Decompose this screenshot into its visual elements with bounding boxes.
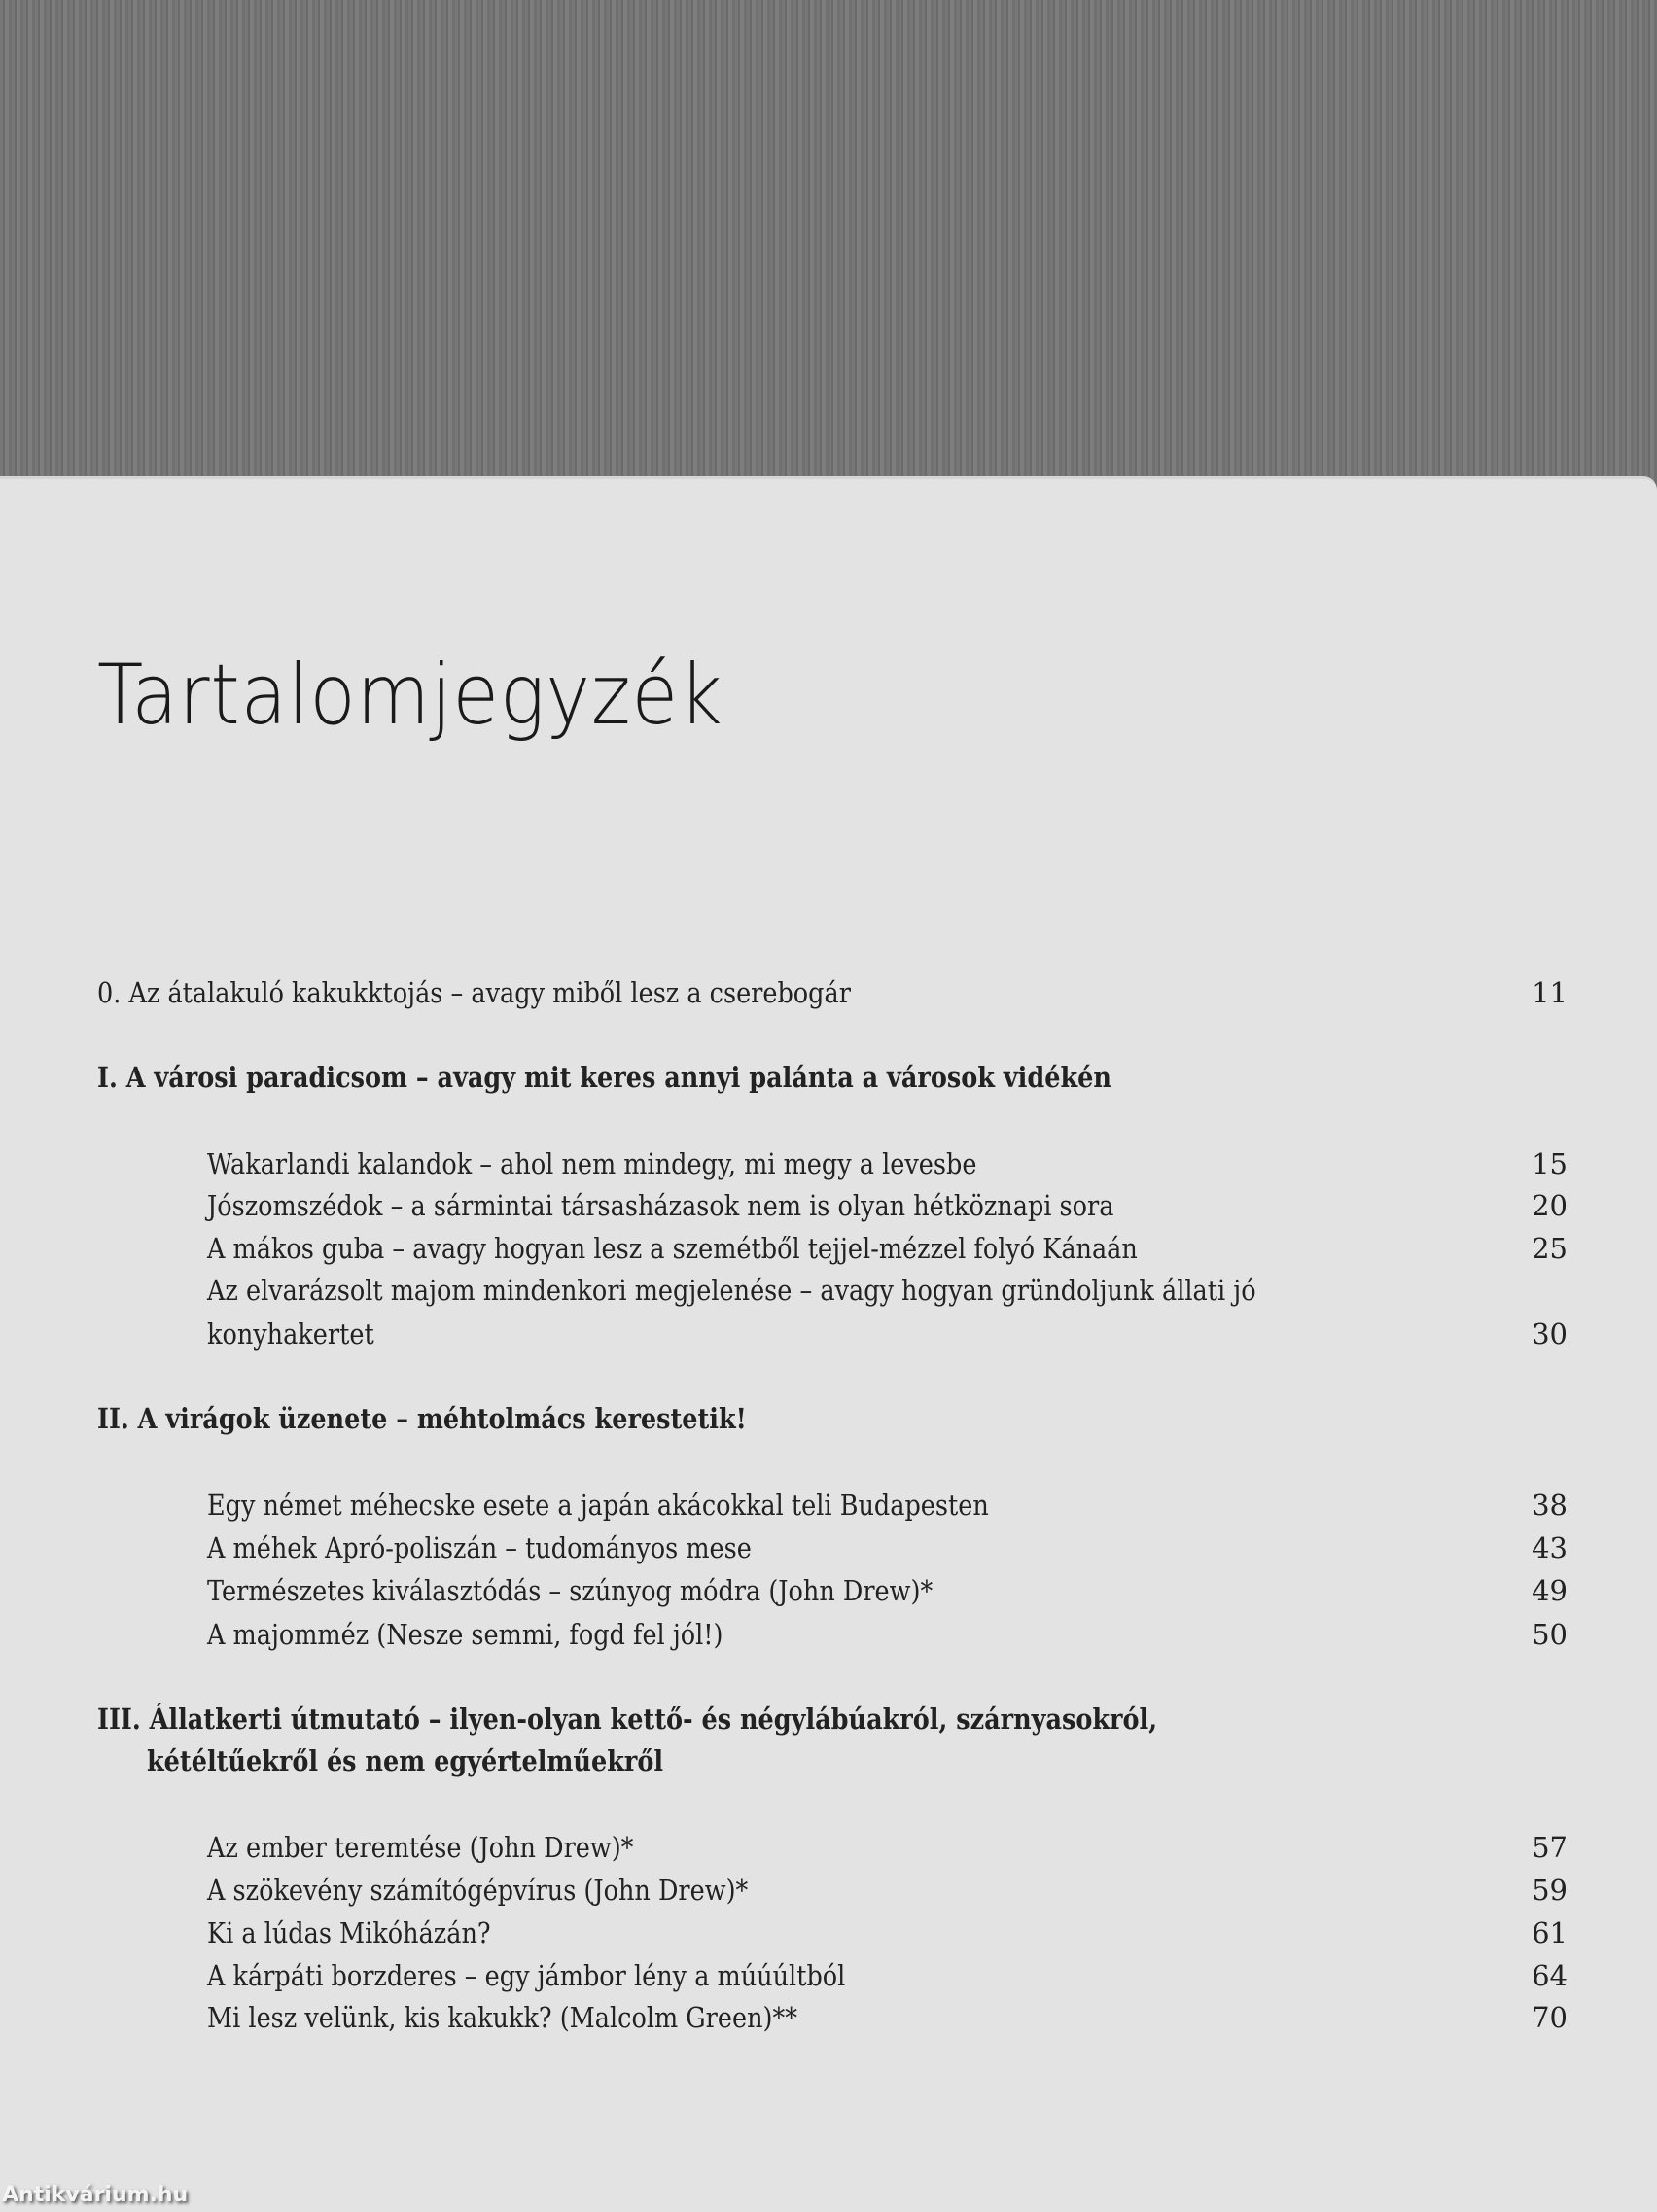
entry-page: 43 — [1532, 1531, 1568, 1564]
toc-entry — [97, 971, 1568, 1014]
entry-page: 25 — [1532, 1232, 1568, 1265]
page-title: Tartalomjegyzék — [97, 647, 723, 744]
toc-entry — [207, 1869, 1568, 1912]
entry-title: A szökevény számítógépvírus (John Drew)* — [207, 1874, 749, 1907]
toc-section-heading — [97, 1698, 1568, 1740]
toc-section-heading — [97, 1056, 1568, 1099]
toc-entry — [207, 1184, 1568, 1227]
entry-title: I. A városi paradicsom – avagy mit keres annyi palánta a városok vidékén — [97, 1061, 1111, 1094]
entry-page: 50 — [1532, 1618, 1568, 1651]
entry-page: 30 — [1532, 1317, 1568, 1351]
toc-entry — [207, 1613, 1568, 1656]
toc-entry — [207, 1484, 1568, 1527]
entry-page: 49 — [1532, 1574, 1568, 1607]
entry-title: Wakarlandi kalandok – ahol nem mindegy, mi megy a levesbe — [207, 1147, 977, 1180]
entry-title: Jószomszédok – a sármintai társasházasok nem is olyan hétköznapi sora — [207, 1189, 1114, 1222]
watermark: Antikvárium.hu — [2, 2183, 189, 2207]
toc-entry — [207, 1142, 1568, 1185]
entry-title: Az ember teremtése (John Drew)* — [207, 1831, 634, 1864]
toc-entry — [207, 1912, 1568, 1954]
toc-section-heading — [97, 1397, 1568, 1440]
entry-title: II. A virágok üzenete – méhtolmács kerestetik! — [97, 1402, 747, 1435]
entry-page: 20 — [1532, 1189, 1568, 1222]
entry-page: 11 — [1532, 976, 1568, 1009]
entry-page: 70 — [1532, 2001, 1568, 2034]
entry-title: Természetes kiválasztódás – szúnyog módra (John Drew)* — [207, 1574, 934, 1607]
entry-page: 38 — [1532, 1489, 1568, 1522]
toc-entry — [207, 1227, 1568, 1270]
entry-title: Ki a lúdas Mikóházán? — [207, 1916, 491, 1949]
toc-entry — [207, 1954, 1568, 1997]
toc-entry — [207, 1996, 1568, 2039]
entry-page: 15 — [1532, 1147, 1568, 1180]
entry-title: A mákos guba – avagy hogyan lesz a szemétből tejjel-mézzel folyó Kánaán — [207, 1232, 1138, 1265]
toc-entry — [207, 1313, 1568, 1355]
entry-title: III. Állatkerti útmutató – ilyen-olyan kettő- és négylábúakról, szárnyasokról, — [97, 1703, 1158, 1736]
toc-section-heading-continued — [147, 1739, 1568, 1782]
entry-title: konyhakertet — [207, 1317, 374, 1351]
entry-title: Mi lesz velünk, kis kakukk? (Malcolm Green)** — [207, 2001, 798, 2034]
entry-title: 0. Az átalakuló kakukktojás – avagy miből lesz a cserebogár — [97, 976, 851, 1009]
entry-page: 64 — [1532, 1959, 1568, 1992]
entry-page: 61 — [1532, 1916, 1568, 1949]
toc-entry — [207, 1527, 1568, 1569]
entry-title: Az elvarázsolt majom mindenkori megjelenése – avagy hogyan gründoljunk állati jó — [207, 1274, 1256, 1307]
toc-entry — [207, 1569, 1568, 1612]
entry-title: A majomméz (Nesze semmi, fogd fel jól!) — [207, 1618, 723, 1651]
entry-page: 57 — [1532, 1831, 1568, 1864]
entry-title: kétéltűekről és nem egyértelműekről — [147, 1744, 664, 1777]
entry-title: A méhek Apró-poliszán – tudományos mese — [207, 1531, 752, 1564]
entry-title: A kárpáti borzderes – egy jámbor lény a múúúltból — [207, 1959, 846, 1992]
wood-background — [0, 0, 1657, 486]
entry-title: Egy német méhecske esete a japán akácokkal teli Budapesten — [207, 1489, 989, 1522]
toc-entry — [207, 1269, 1568, 1312]
entry-page: 59 — [1532, 1874, 1568, 1907]
toc-entry — [207, 1826, 1568, 1869]
